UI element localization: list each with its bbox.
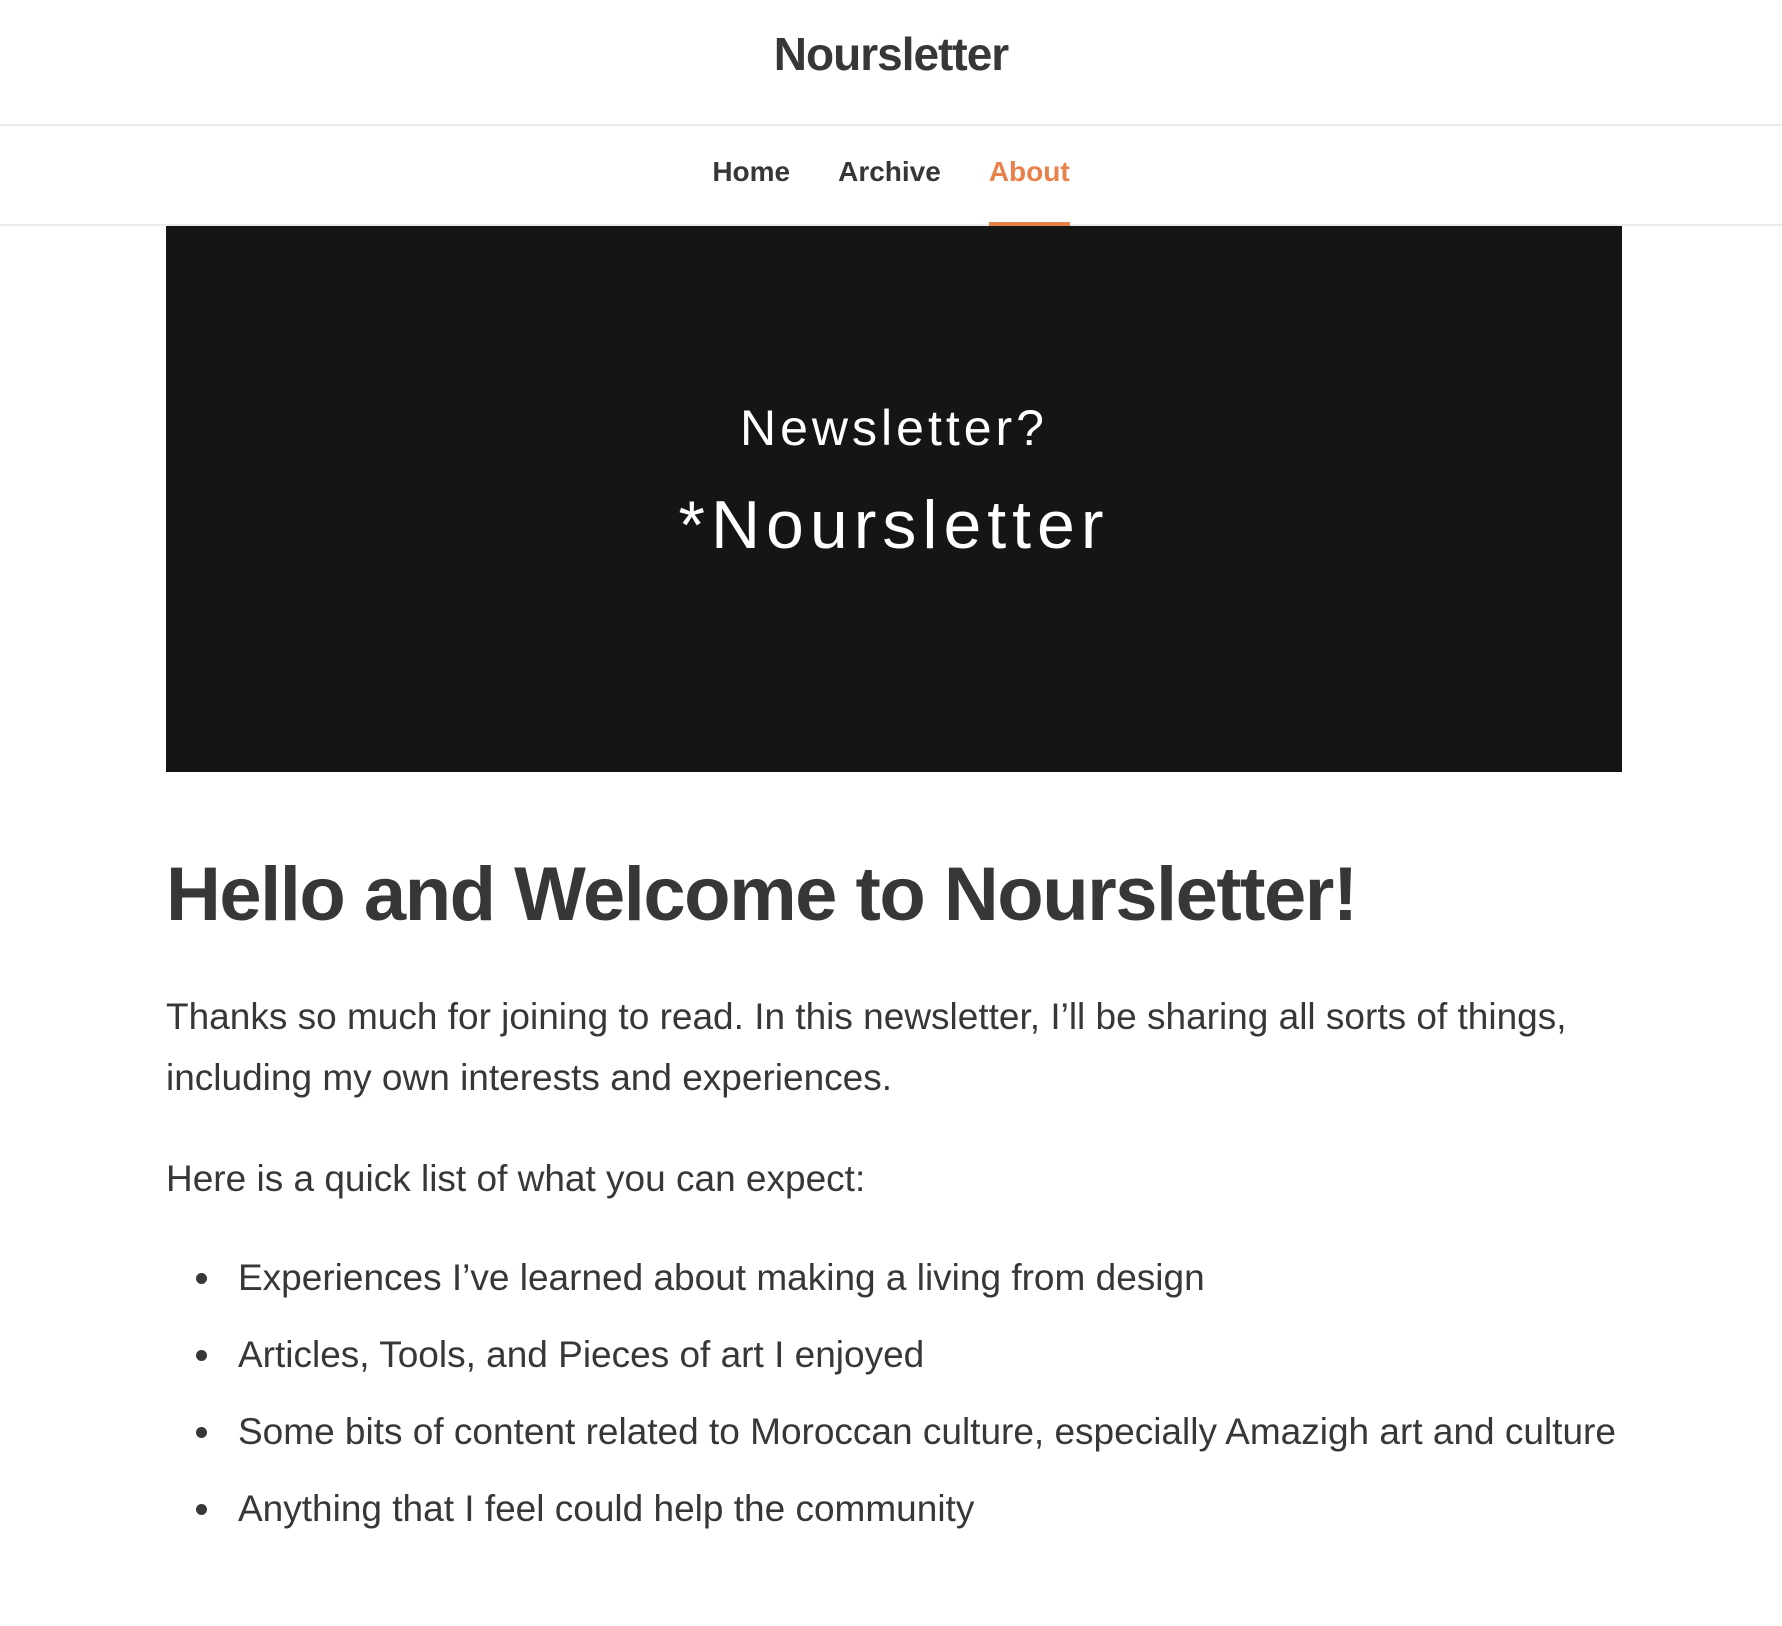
- list-item: [238, 1401, 1622, 1462]
- bullet-icon: [196, 1273, 207, 1284]
- hero-title: *Noursletter: [678, 487, 1110, 563]
- hero-subtitle: Newsletter?: [740, 400, 1048, 456]
- hero-banner-image: [166, 226, 1622, 772]
- list-item-text: Articles, Tools, and Pieces of art I enjoyed: [238, 1334, 925, 1375]
- list-item-text: Anything that I feel could help the community: [238, 1488, 975, 1529]
- page-title: Hello and Welcome to Noursletter!: [166, 852, 1357, 937]
- list-item: [238, 1247, 1622, 1308]
- list-item: [238, 1478, 1622, 1539]
- about-content: [166, 842, 1622, 1555]
- list-item-text: Some bits of content related to Moroccan culture, especially Amazigh art and culture: [238, 1411, 1616, 1452]
- bullet-icon: [196, 1504, 207, 1515]
- list-intro-paragraph: Here is a quick list of what you can expect:: [166, 1158, 866, 1199]
- expectations-list: [166, 1247, 1622, 1539]
- bullet-icon: [196, 1350, 207, 1361]
- tab-home[interactable]: Home: [712, 156, 791, 187]
- tab-archive[interactable]: Archive: [838, 156, 941, 187]
- bullet-icon: [196, 1427, 207, 1438]
- list-item: [238, 1324, 1622, 1385]
- site-header: [0, 0, 1782, 126]
- tab-about[interactable]: About: [989, 126, 1070, 224]
- nav-tabs: [0, 126, 1782, 226]
- list-item-text: Experiences I’ve learned about making a living from design: [238, 1257, 1205, 1298]
- site-title[interactable]: Noursletter: [773, 28, 1009, 80]
- intro-paragraph: Thanks so much for joining to read. In this newsletter, I’ll be sharing all sorts of things, including my own interests and experiences.: [166, 996, 1567, 1098]
